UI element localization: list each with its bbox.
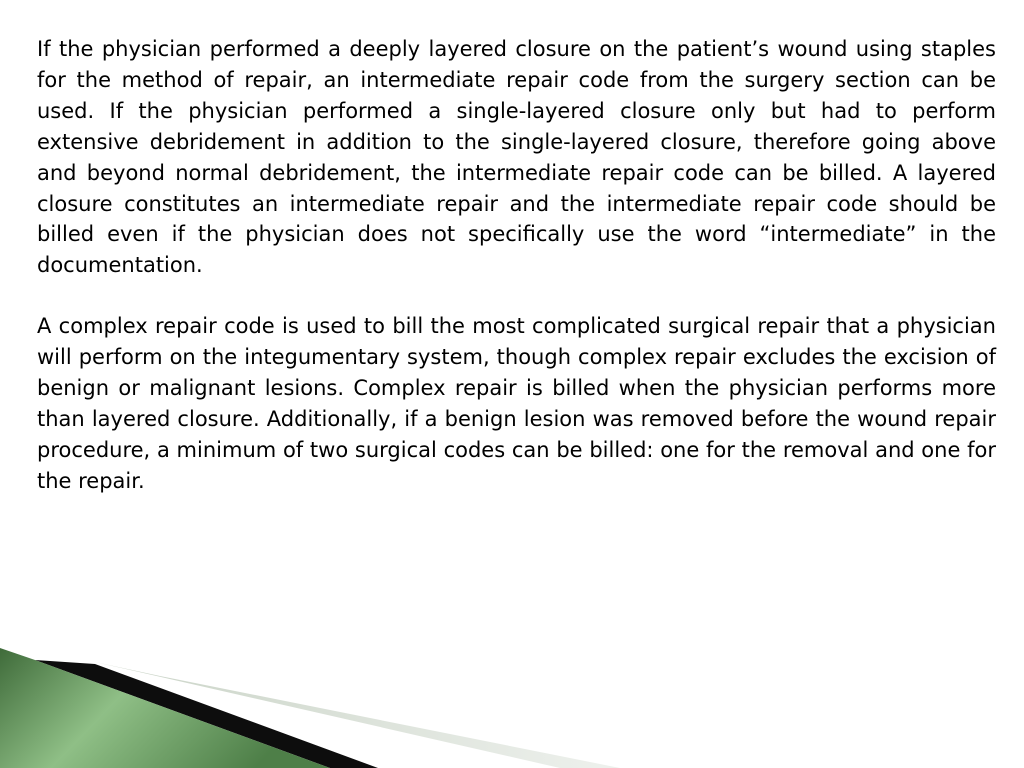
paragraph-intermediate-repair: If the physician performed a deeply layered closure on the patient’s wound using staples for the method of repair, an intermediate repair code from the surgery section can be used. If the physician performed a single-layered closure only but had to perform extensive debridement in addition to the single-layered closure, therefore going above and beyond normal debridement, the intermediate repair code can be billed. A layered closure constitutes an intermediate repair and the intermediate repair code should be billed even if the physician does not specifically use the word “intermediate” in the documentation. [37, 37, 996, 278]
paragraph-complex-repair: A complex repair code is used to bill the most complicated surgical repair that a physician will perform on the integumentary system, though complex repair excludes the excision of benign or malignant lesions. Complex repair is billed when the physician performs more than layered closure. Additionally, if a benign lesion was removed before the wound repair procedure, a minimum of two surgical codes can be billed: one for the removal and one for the repair. [37, 314, 996, 493]
swoosh-green-band [0, 648, 330, 768]
